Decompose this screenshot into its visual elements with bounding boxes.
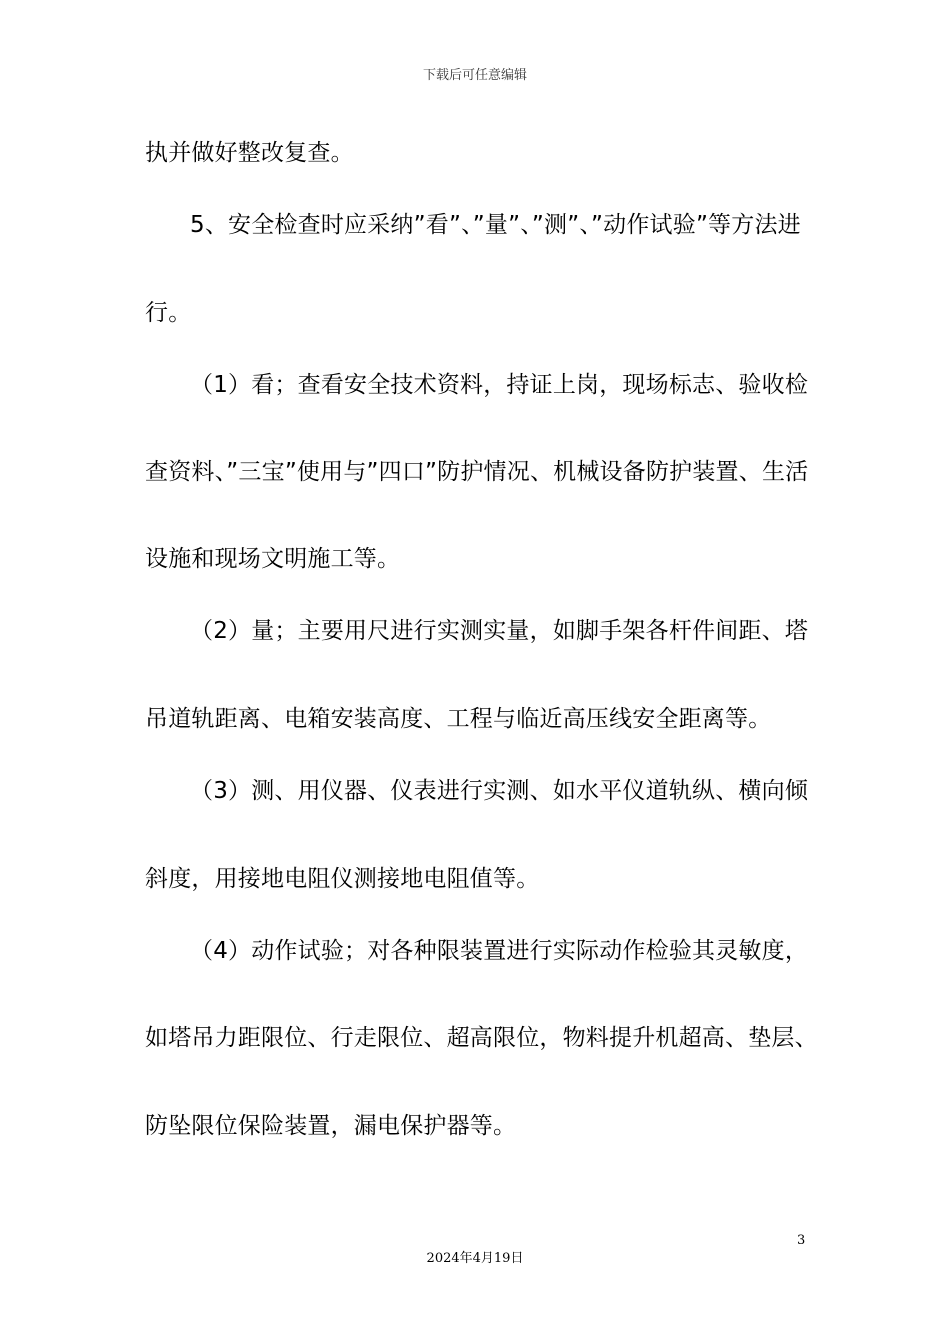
page-number: 3 (797, 1233, 806, 1248)
body-line-5: 查资料、”三宝”使用与”四口”防护情况、机械设备防护装置、生活 (145, 459, 809, 485)
body-line-3: 行。 (145, 300, 192, 326)
body-line-6: 设施和现场文明施工等。 (145, 546, 401, 572)
page-header: 下载后可任意编辑 (422, 68, 527, 83)
body-line-8: 吊道轨距离、电箱安装高度、工程与临近高压线安全距离等。 (145, 706, 772, 732)
body-line-2: 5、安全检查时应采纳”看”、”量”、”测”、”动作试验”等方法进 (190, 212, 801, 238)
body-line-11: （4）动作试验；对各种限装置进行实际动作检验其灵敏度， (190, 938, 809, 964)
body-line-10: 斜度，用接地电阻仪测接地电阻值等。 (145, 866, 540, 892)
body-line-13: 防坠限位保险装置，漏电保护器等。 (145, 1113, 517, 1139)
body-line-7: （2）量；主要用尺进行实测实量，如脚手架各杆件间距、塔 (190, 618, 809, 644)
body-line-9: （3）测、用仪器、仪表进行实测、如水平仪道轨纵、横向倾 (190, 778, 809, 804)
body-line-4: （1）看；查看安全技术资料，持证上岗，现场标志、验收检 (190, 372, 809, 398)
body-line-12: 如塔吊力距限位、行走限位、超高限位，物料提升机超高、垫层、 (145, 1025, 818, 1051)
footer-date: 2024年4月19日 (426, 1251, 524, 1266)
body-line-1: 执并做好整改复查。 (145, 140, 354, 166)
